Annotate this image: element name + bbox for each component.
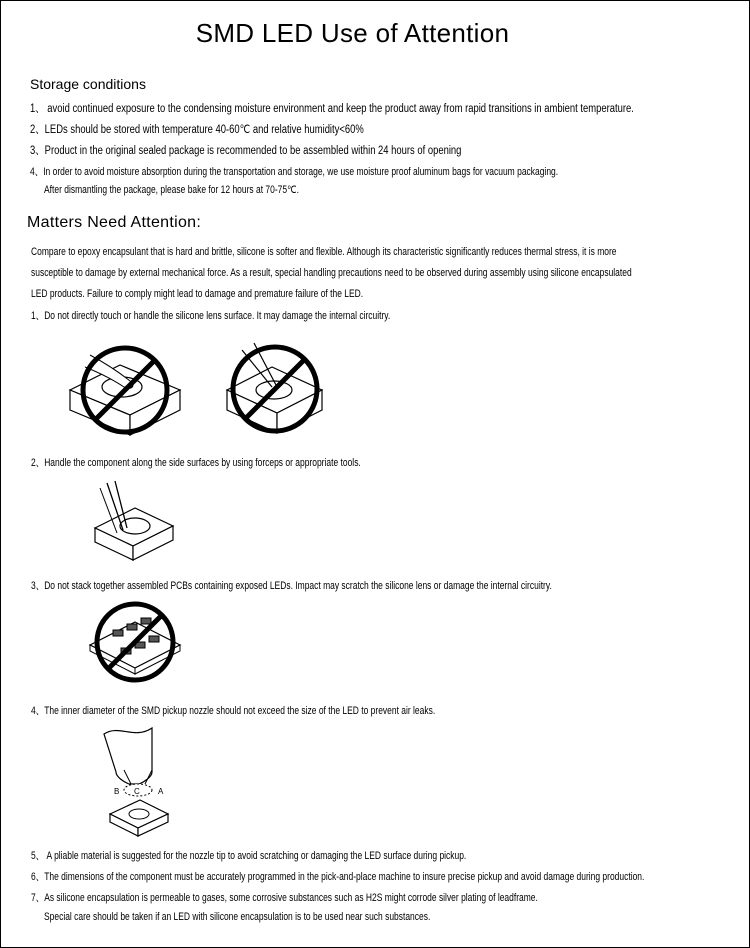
storage-item-4: 4、In order to avoid moisture absorption during the transportation and storage, we use moisture proof aluminum bags for vacuum packaging.	[30, 166, 559, 178]
no-stacking-figure	[85, 600, 185, 685]
matters-item-7: 7、As silicone encapsulation is permeable to gases, some corrosive substances such as H2S might corrode silver plating of leadframe.	[31, 892, 538, 904]
nozzle-label-b: B	[114, 787, 120, 796]
pickup-nozzle-figure	[100, 722, 180, 840]
matters-item-5: 5、 A pliable material is suggested for the nozzle tip to avoid scratching or damaging the LED surface during pickup.	[31, 850, 467, 862]
storage-item-2: 2、LEDs should be stored with temperature 40-60℃ and relative humidity<60%	[30, 124, 364, 136]
no-tool-touch-figure	[212, 335, 332, 440]
intro-line-2: susceptible to damage by external mechanical force. As a result, special handling precautions need to be observed during assembly using silicone encapsulated	[31, 267, 632, 279]
nozzle-label-a: A	[158, 787, 164, 796]
intro-line-1: Compare to epoxy encapsulant that is hard and brittle, silicone is softer and flexible. Although its characteristic significantly reduces thermal stress, it is more	[31, 246, 617, 258]
matters-item-7-note: Special care should be taken if an LED with silicone encapsulation is to be used near such substances.	[44, 911, 431, 923]
matters-item-4: 4、The inner diameter of the SMD pickup nozzle should not exceed the size of the LED to prevent air leaks.	[31, 705, 436, 717]
page-title: SMD LED Use of Attention	[195, 18, 510, 48]
matters-item-3: 3、Do not stack together assembled PCBs containing exposed LEDs. Impact may scratch the silicone lens or damage the internal circuitry.	[31, 580, 552, 592]
matters-item-6: 6、The dimensions of the component must be accurately programmed in the pick-and-place machine to insure precise pickup and avoid damage during production.	[31, 871, 645, 883]
storage-item-4-note: After dismantling the package, please bake for 12 hours at 70-75℃.	[44, 184, 299, 196]
intro-line-3: LED products. Failure to comply might lead to damage and premature failure of the LED.	[31, 288, 364, 300]
storage-item-3: 3、Product in the original sealed package is recommended to be assembled within 24 hours of opening	[30, 145, 462, 157]
matters-heading: Matters Need Attention:	[27, 214, 202, 231]
forceps-handling-figure	[85, 478, 180, 568]
storage-item-1: 1、 avoid continued exposure to the condensing moisture environment and keep the product away from rapid transitions in ambient temperature.	[30, 103, 634, 115]
nozzle-label-c: C	[134, 787, 140, 796]
matters-item-2: 2、Handle the component along the side surfaces by using forceps or appropriate tools.	[31, 457, 361, 469]
no-finger-touch-figure	[60, 335, 190, 440]
storage-heading: Storage conditions	[30, 76, 146, 92]
matters-item-1: 1、Do not directly touch or handle the silicone lens surface. It may damage the internal circuitry.	[31, 310, 391, 322]
